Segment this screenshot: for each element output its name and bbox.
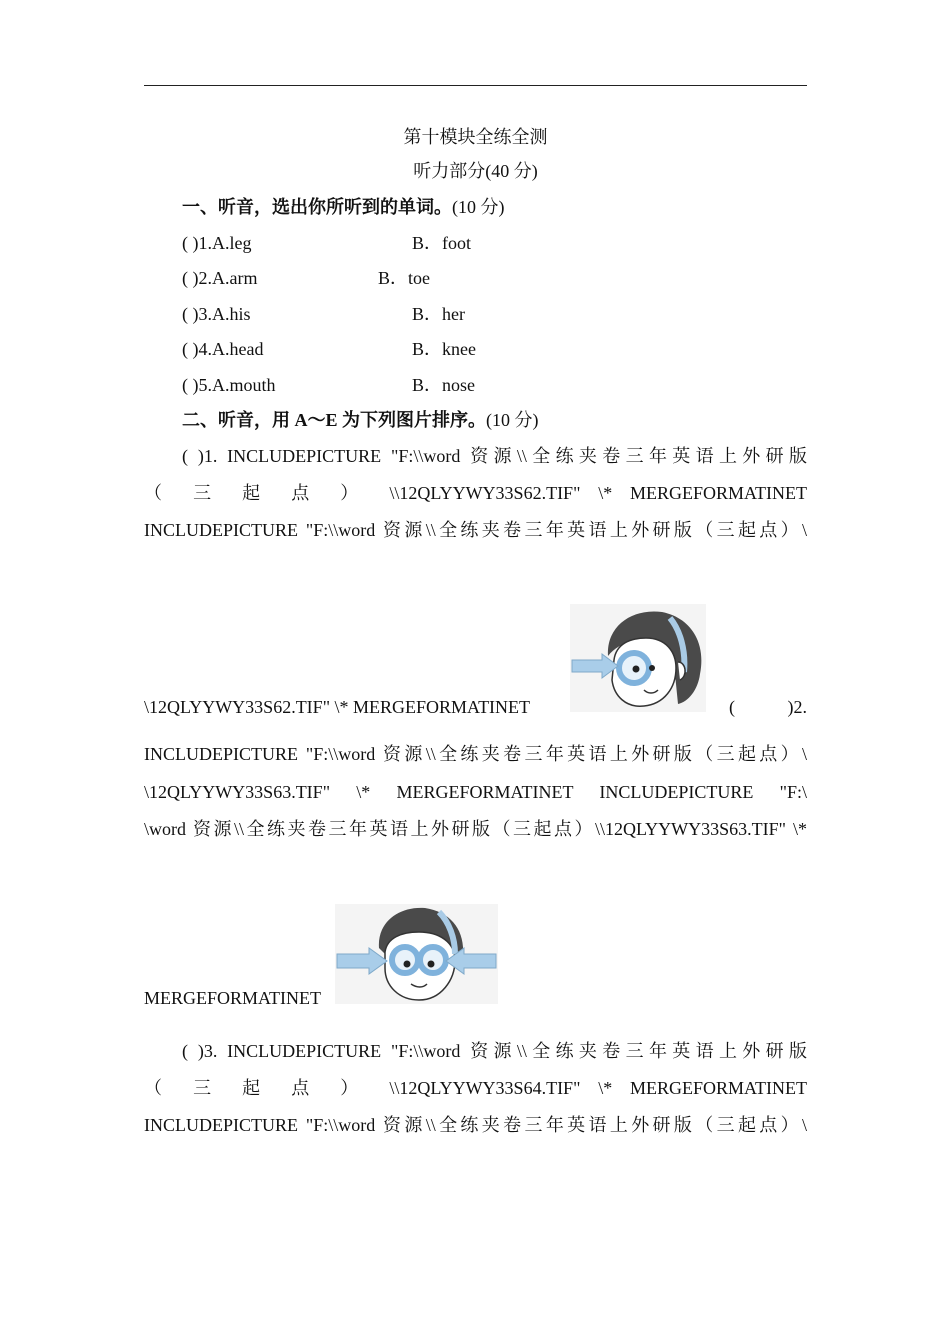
pic-q2-line3: \word 资源\\全练夹卷三年英语上外研版（三起点）\\12QLYYWY33S63.TIF" \* (144, 819, 807, 839)
q2-stem: ( )2.A.arm (182, 268, 258, 288)
pic-q1-line1: ( )1. INCLUDEPICTURE "F:\\word 资源\\全练夹卷三年英语上外研版 (182, 446, 807, 466)
q1-stem: ( )1.A.leg (182, 233, 252, 253)
q5-stem: ( )5.A.mouth (182, 375, 276, 395)
section2-heading (182, 409, 539, 431)
pic-q2-stem: ( )2. (729, 697, 807, 717)
pic-q1-line4: \12QLYYWY33S62.TIF" \* MERGEFORMATINET (144, 697, 531, 717)
pic-q2-line4: MERGEFORMATINET (144, 988, 322, 1008)
q2-option-b: B．toe (378, 268, 430, 288)
girl-glasses-picture (335, 904, 498, 1004)
section1-heading (182, 196, 505, 218)
pic-q1-line3: INCLUDEPICTURE "F:\\word 资源\\全练夹卷三年英语上外研版（三起点）\ (144, 520, 807, 540)
pic-q2-line2: \12QLYYWY33S63.TIF" \* MERGEFORMATINET INCLUDEPICTURE "F:\ (144, 782, 807, 802)
section2-heading-text-c: 为下列图片排序。 (337, 410, 487, 430)
section1-heading-score: (10 分) (452, 197, 505, 217)
girl-eyes-picture (570, 604, 706, 712)
pic-q3-line1: ( )3. INCLUDEPICTURE "F:\\word 资源\\全练夹卷三年英语上外研版 (182, 1041, 807, 1061)
section2-heading-score: (10 分) (486, 410, 539, 430)
header-rule (144, 85, 807, 86)
section-title: 听力部分(40 分) (413, 161, 538, 181)
section1-heading-text: 一、听音，选出你所听到的单词。 (182, 197, 452, 217)
page-title: 第十模块全练全测 (403, 127, 548, 147)
q4-stem: ( )4.A.head (182, 339, 264, 359)
pic-q1-line2: （ 三 起 点 ） \\12QLYYWY33S62.TIF" \* MERGEFORMATINET (144, 483, 807, 503)
pic-q3-line3: INCLUDEPICTURE "F:\\word 资源\\全练夹卷三年英语上外研版（三起点）\ (144, 1115, 807, 1135)
q3-stem: ( )3.A.his (182, 304, 251, 324)
q5-option-b: B．nose (412, 375, 475, 395)
q1-option-b: B．foot (412, 233, 472, 253)
pic-q3-line2: （ 三 起 点 ） \\12QLYYWY33S64.TIF" \* MERGEFORMATINET (144, 1078, 807, 1098)
pic-q2-line1: INCLUDEPICTURE "F:\\word 资源\\全练夹卷三年英语上外研版（三起点）\ (144, 744, 807, 764)
section2-heading-text-a: 二、听音，用 (182, 410, 295, 430)
q4-option-b: B．knee (412, 339, 476, 359)
section2-heading-letters: A～E (294, 410, 338, 430)
q3-option-b: B．her (412, 304, 465, 324)
